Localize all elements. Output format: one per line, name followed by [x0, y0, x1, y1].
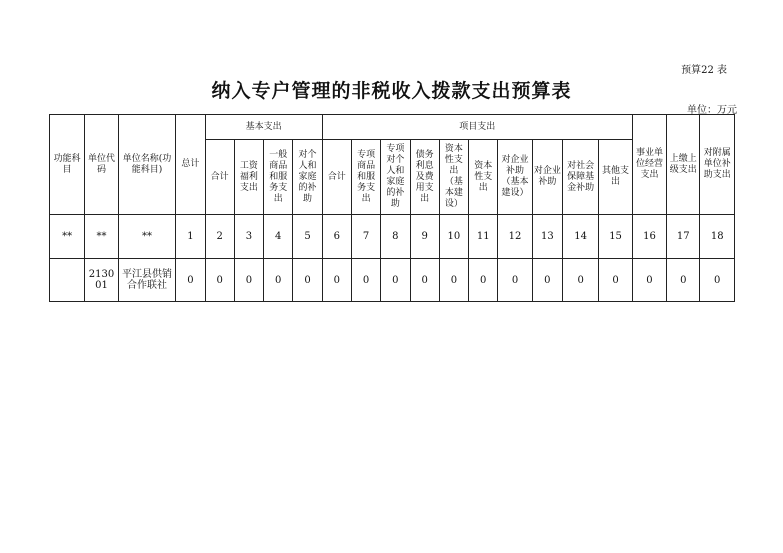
page-title: 纳入专户管理的非税收入拨款支出预算表	[211, 80, 572, 102]
index-cell: 16	[632, 215, 666, 259]
index-cell: 6	[322, 215, 351, 259]
data-cell: 0	[205, 259, 234, 302]
data-cell-unit-name: 平江县供销合作联社	[118, 259, 176, 302]
header-biz-unit: 事业单位经营支出	[632, 115, 666, 215]
index-cell: 13	[532, 215, 562, 259]
index-cell: 18	[700, 215, 735, 259]
data-cell: 0	[667, 259, 700, 302]
data-cell: 0	[469, 259, 498, 302]
header-project-social-fund: 对社会保障基金补助	[562, 140, 598, 215]
data-cell: 0	[351, 259, 380, 302]
header-project-enterprise: 对企业补助	[532, 140, 562, 215]
header-unit-name: 单位名称(功能科目)	[118, 115, 176, 215]
data-cell: 0	[293, 259, 322, 302]
index-cell: **	[118, 215, 176, 259]
header-upper-pay: 上缴上级支出	[667, 115, 700, 215]
index-cell: 8	[381, 215, 410, 259]
data-cell: 0	[264, 259, 293, 302]
data-cell: 0	[176, 259, 205, 302]
header-basic-wages: 工资福利支出	[234, 140, 263, 215]
index-cell: 17	[667, 215, 700, 259]
data-cell: 0	[532, 259, 562, 302]
data-cell: 0	[562, 259, 598, 302]
index-cell: **	[50, 215, 85, 259]
index-row	[50, 215, 735, 259]
data-cell: 0	[439, 259, 468, 302]
header-project-goods: 专项商品和服务支出	[351, 140, 380, 215]
index-cell: 5	[293, 215, 322, 259]
index-cell: 4	[264, 215, 293, 259]
header-basic-group: 基本支出	[205, 115, 322, 140]
data-cell: 0	[381, 259, 410, 302]
header-project-capital-basic: 资本性支出（基本建设）	[439, 140, 468, 215]
data-cell-unit-code: 213001	[85, 259, 118, 302]
data-cell: 0	[498, 259, 532, 302]
header-affiliated: 对附属单位补助支出	[700, 115, 735, 215]
header-project-personal: 专项对个人和家庭的补助	[381, 140, 410, 215]
index-cell: 9	[410, 215, 439, 259]
data-cell: 0	[700, 259, 735, 302]
index-cell: 11	[469, 215, 498, 259]
header-project-debt: 债务利息及费用支出	[410, 140, 439, 215]
data-cell: 0	[410, 259, 439, 302]
header-project-enterprise-basic: 对企业补助（基本建设）	[498, 140, 532, 215]
header-project-group: 项目支出	[322, 115, 632, 140]
data-cell: 0	[632, 259, 666, 302]
header-basic-goods: 一般商品和服务支出	[264, 140, 293, 215]
header-basic-total: 合计	[205, 140, 234, 215]
index-cell: 7	[351, 215, 380, 259]
index-cell: 2	[205, 215, 234, 259]
data-cell: 0	[599, 259, 632, 302]
header-basic-personal: 对个人和家庭的补助	[293, 140, 322, 215]
unit-label: 单位：万元	[687, 105, 737, 116]
header-project-total: 合计	[322, 140, 351, 215]
budget-table	[49, 114, 735, 302]
index-cell: 1	[176, 215, 205, 259]
index-cell: **	[85, 215, 118, 259]
table-row	[50, 259, 735, 302]
header-unit-code: 单位代码	[85, 115, 118, 215]
data-cell-func-subject	[50, 259, 85, 302]
header-project-other: 其他支出	[599, 140, 632, 215]
index-cell: 10	[439, 215, 468, 259]
index-cell: 12	[498, 215, 532, 259]
header-project-capital: 资本性支出	[469, 140, 498, 215]
header-row-groups	[50, 115, 735, 140]
data-cell: 0	[322, 259, 351, 302]
index-cell: 3	[234, 215, 263, 259]
index-cell: 14	[562, 215, 598, 259]
header-func-subject: 功能科目	[50, 115, 85, 215]
data-cell: 0	[234, 259, 263, 302]
index-cell: 15	[599, 215, 632, 259]
form-number: 预算22 表	[681, 65, 727, 76]
header-total: 总计	[176, 115, 205, 215]
